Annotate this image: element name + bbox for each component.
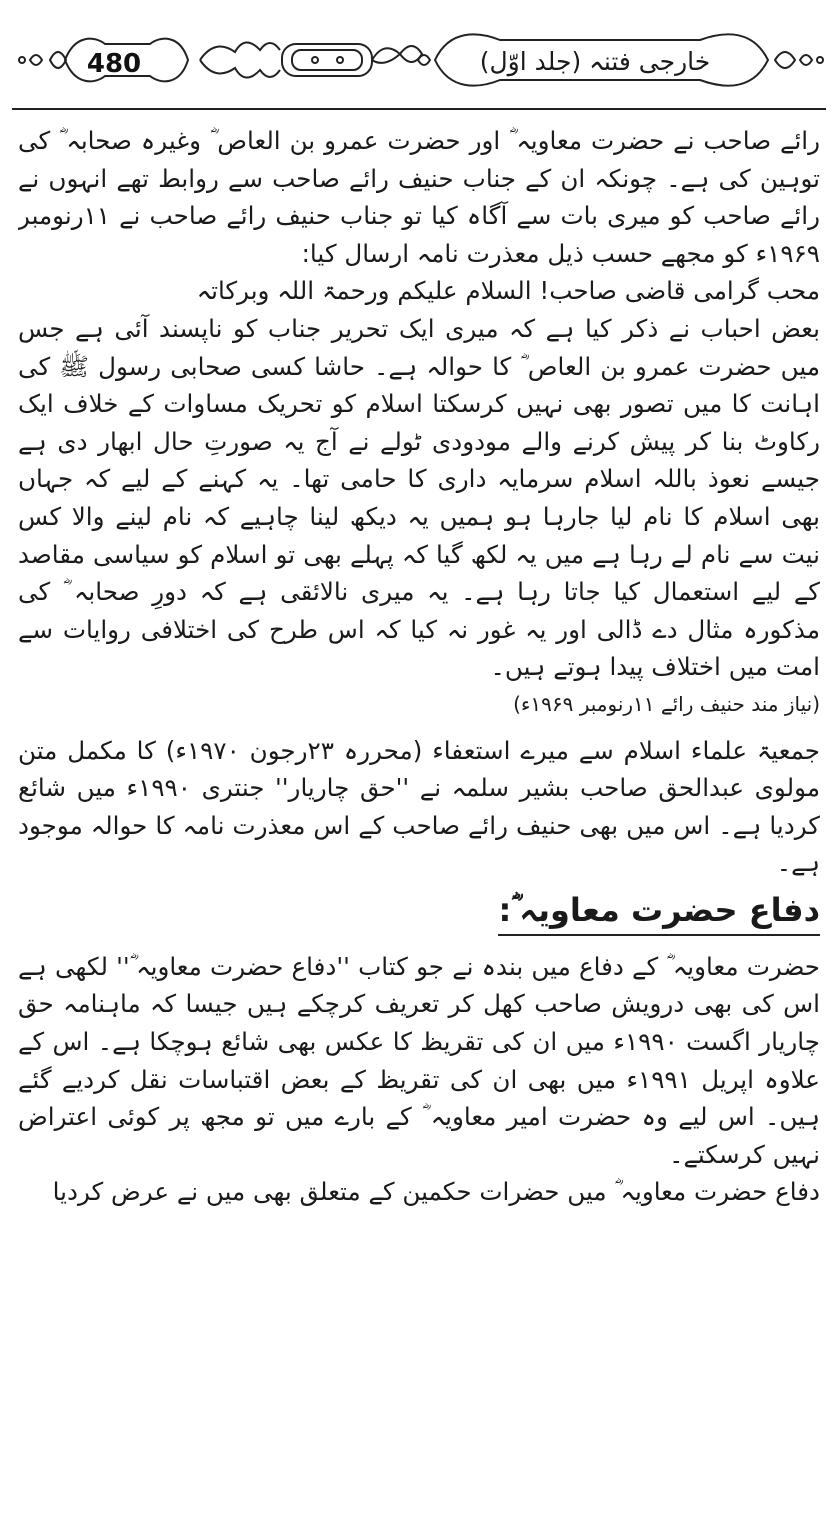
page-header bbox=[0, 0, 838, 118]
letter-signature: (نیاز مند حنیف رائے ۱۱رنومبر ۱۹۶۹ء) bbox=[513, 691, 820, 716]
page-body bbox=[18, 122, 820, 1527]
section-heading-wrap bbox=[18, 888, 820, 938]
body-paragraph-2: جمعیۃ علماء اسلام سے میرے استعفاء (محررہ ۲۳رجون ۱۹۷۰ء) کا مکمل متن مولوی عبدالحق صاحب بشیر سلمہ نے ''حق چاریار'' جنتری ۱۹۹۰ء میں شائع کردیا ہے۔ اس میں بھی حنیف رائے صاحب کے اس معذرت نامہ کا حوالہ موجود ہے۔ bbox=[18, 735, 820, 878]
spacer bbox=[18, 724, 820, 732]
letter-salutation: محب گرامی قاضی صاحب! السلام علیکم ورحمۃ اللہ وبرکاتہ bbox=[196, 276, 820, 306]
body-paragraph-4: دفاع حضرت معاویہ ؓ میں حضرات حکمین کے متعلق بھی میں نے عرض کردیا bbox=[52, 1177, 820, 1207]
page-number: 480 bbox=[86, 49, 142, 79]
header-divider bbox=[12, 108, 826, 110]
body-paragraph-3: حضرت معاویہ ؓ کے دفاع میں بندہ نے جو کتاب ''دفاع حضرت معاویہ ؓ'' لکھی ہے اس کی بھی درویش صاحب کھل کر تعریف کرچکے ہیں جیسا کہ ماہنامہ حق چاریار اگست ۱۹۹۰ء میں ان کی تقریظ کا عکس بھی شائع ہوچکا ہے۔ اس کے علاوہ اپریل ۱۹۹۱ء میں بھی ان کی تقریظ کے بعض اقتباسات نقل کردیے گئے ہیں۔ اس لیے وہ حضرت امیر معاویہ ؓ کے بارے میں تو مجھ پر کوئی اعتراض نہیں کرسکتے۔ bbox=[18, 951, 820, 1169]
letter-body: بعض احباب نے ذکر کیا ہے کہ میری ایک تحریر جناب کو ناپسند آئی ہے جس میں حضرت عمرو بن العاص ؓ کا حوالہ ہے۔ حاشا کسی صحابی رسول ﷺ کی اہانت کا میں تصور بھی نہیں کرسکتا اسلام کو تحریک مساوات کے خلاف ایک رکاوٹ بنا کر پیش کرنے والے مودودی ٹولے نے آج یہ صورتِ حال ابھار دی ہے جیسے نعوذ باللہ اسلام سرمایہ داری کا حامی تھا۔ یہ کہنے کے لیے کہ جہاں بھی اسلام کا نام لیا جارہا ہو ہمیں یہ دیکھ لینا چاہیے کہ نام لینے والا کس نیت سے نام لے رہا ہے میں یہ لکھ گیا کہ پہلے بھی تو اسلام کو سیاسی مقاصد کے لیے استعمال کیا جاتا رہا ہے۔ یہ میری نالائقی ہے کہ دورِ صحابہ ؓ کی مذکورہ مثال دے ڈالی اور یہ غور نہ کیا کہ اس طرح کی اختلافی روایات سے امت میں اختلاف پیدا ہوتے ہیں۔ bbox=[18, 313, 820, 682]
body-paragraph-1: رائے صاحب نے حضرت معاویہ ؓ اور حضرت عمرو بن العاص ؓ وغیرہ صحابہ ؓ کی توہین کی ہے۔ چونکہ ان کے جناب حنیف رائے صاحب سے روابط تھے انہوں نے رائے صاحب کو میری بات سے آگاہ کیا تو جناب حنیف رائے صاحب نے ۱۱رنومبر ۱۹۶۹ء کو مجھے حسب ذیل معذرت نامہ ارسال کیا: bbox=[18, 126, 820, 268]
section-heading: دفاع حضرت معاویہ ؓ: bbox=[498, 888, 820, 936]
running-title: خارجی فتنہ (جلد اوّل) bbox=[479, 47, 711, 76]
